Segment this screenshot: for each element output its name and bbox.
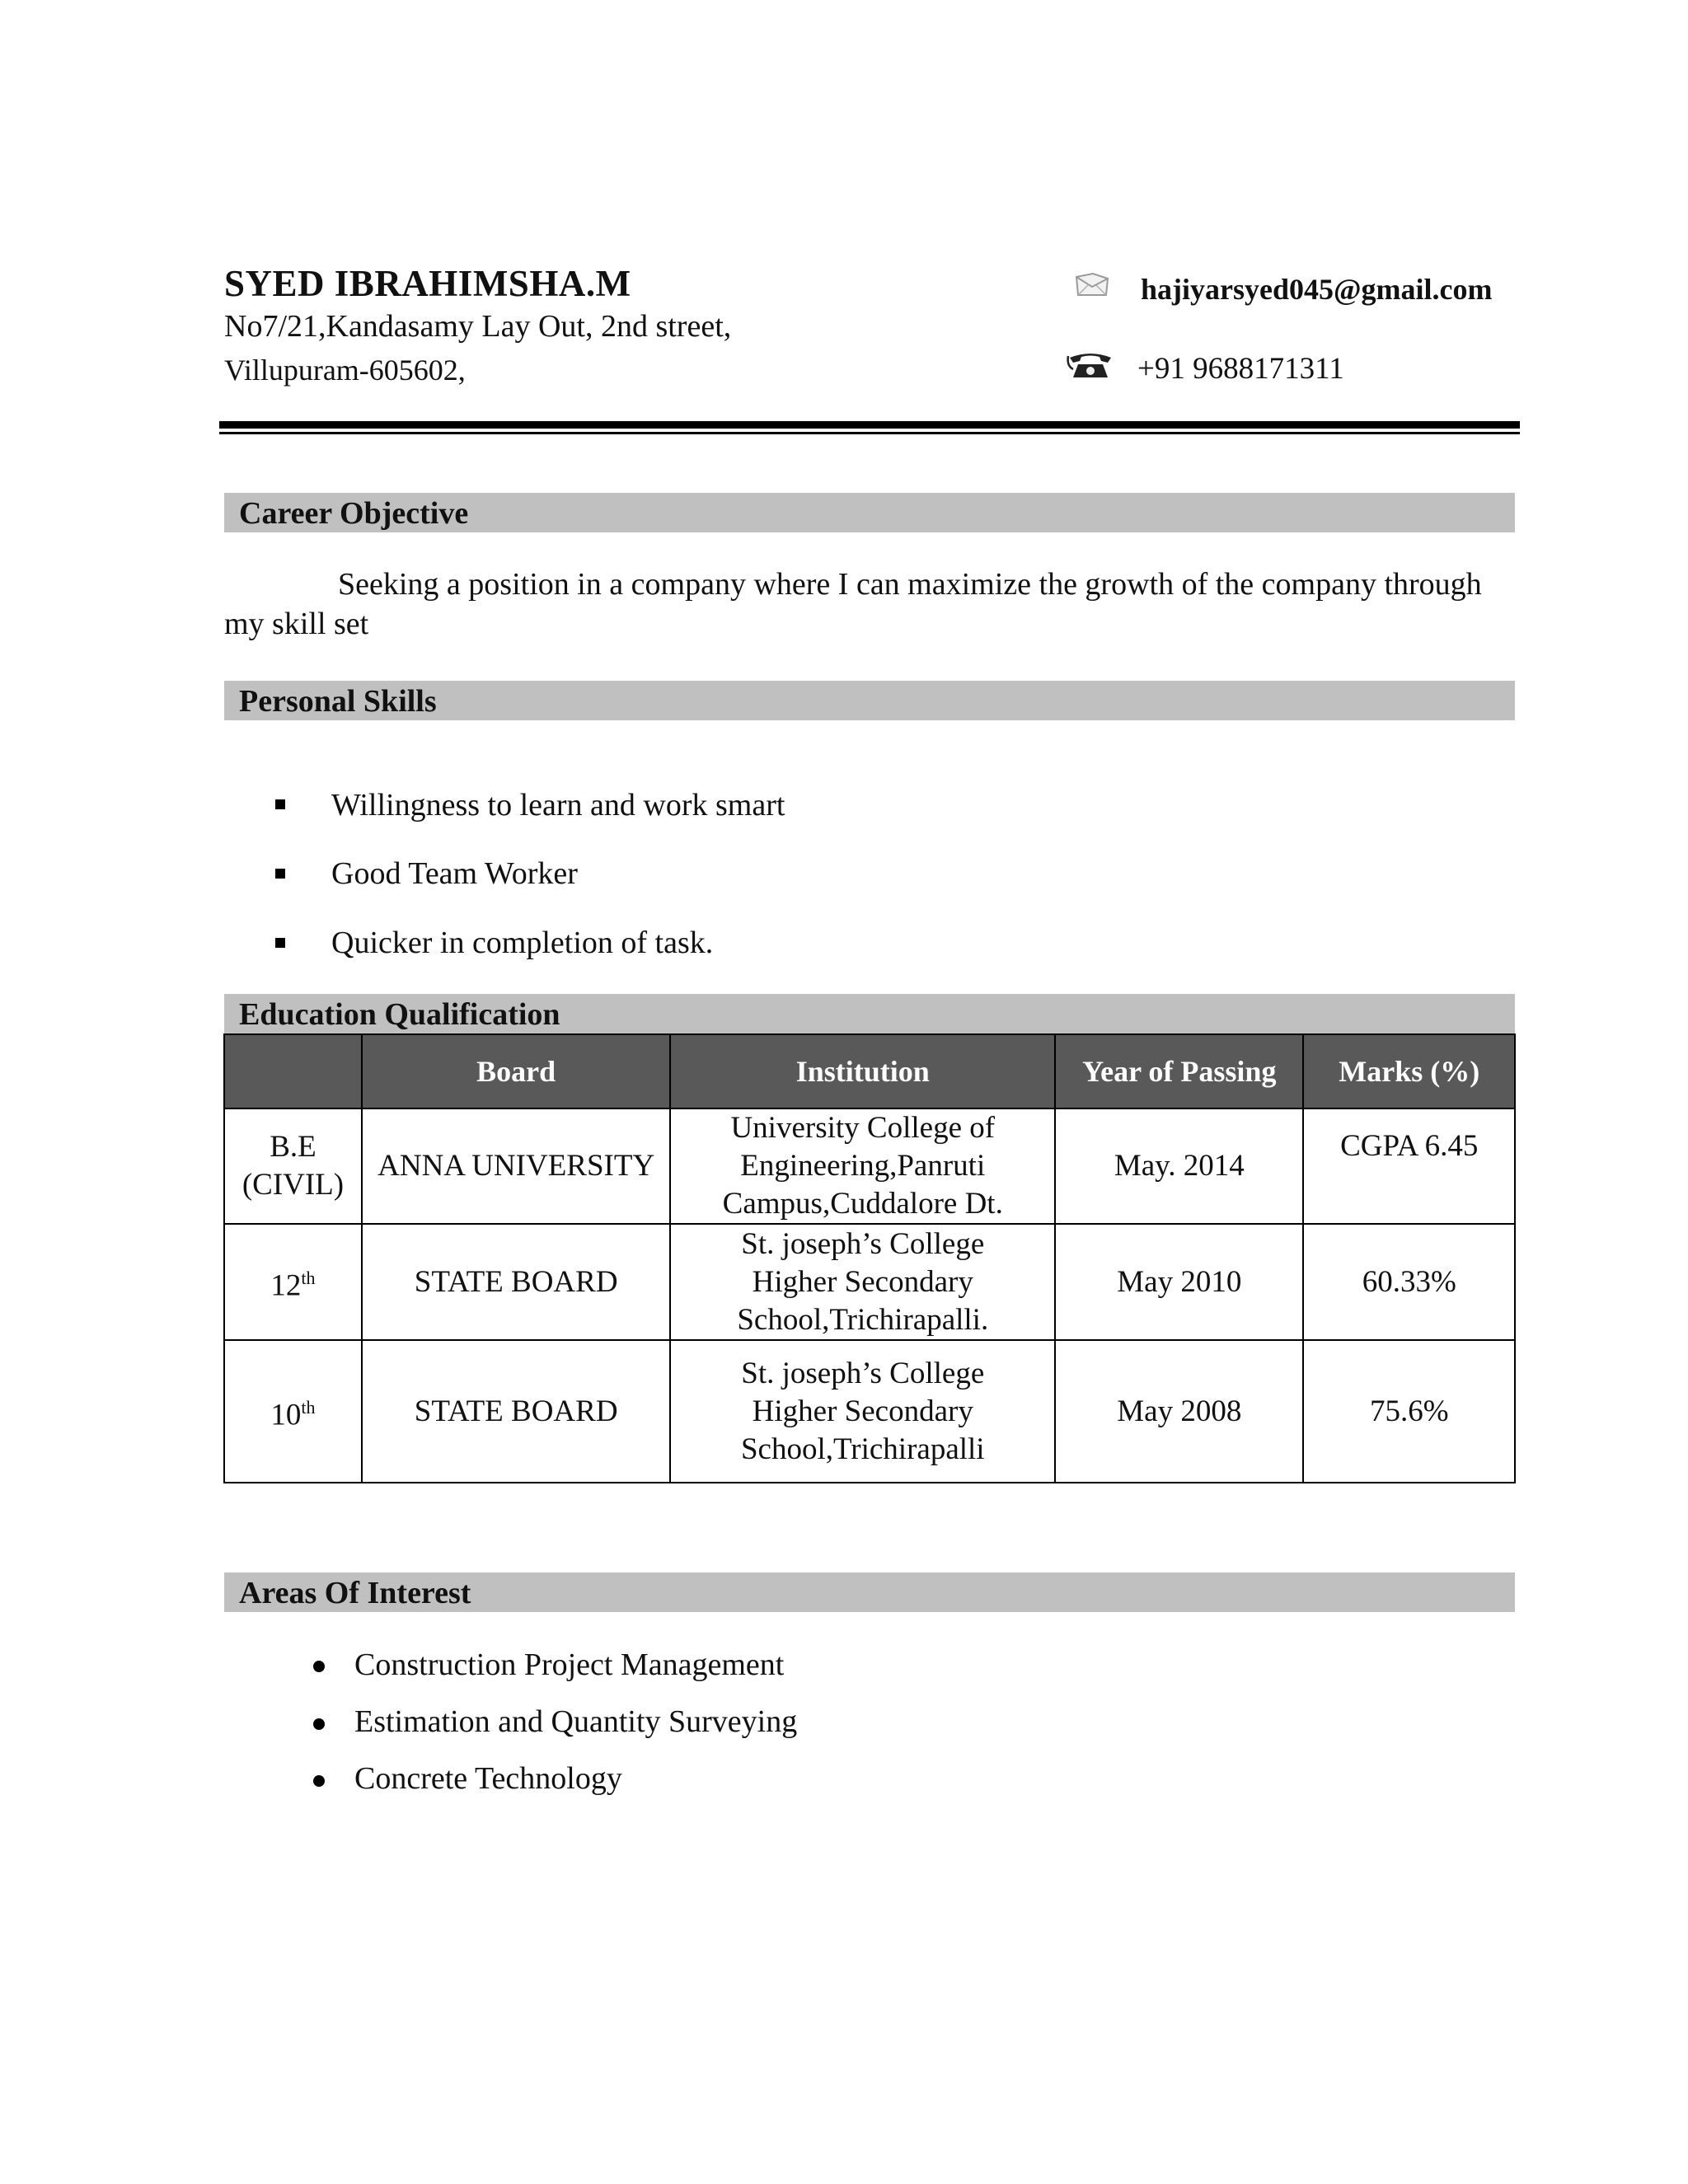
cell-year: May. 2014 [1055,1108,1303,1224]
career-objective-heading: Career Objective [224,493,1515,532]
areas-of-interest-heading: Areas Of Interest [224,1572,1515,1612]
header-divider-thin [219,432,1520,434]
table-row [224,1108,1515,1224]
column-header-institution: Institution [670,1034,1055,1108]
interest-item: Concrete Technology [354,1761,622,1796]
table-header-row [224,1034,1515,1108]
interest-item: Estimation and Quantity Surveying [354,1704,798,1739]
column-header-year: Year of Passing [1055,1034,1303,1108]
envelope-icon [1075,272,1109,298]
square-bullet-icon [275,799,285,809]
skill-item: Quicker in completion of task. [331,926,714,960]
table-row [224,1224,1515,1340]
table-row [224,1340,1515,1483]
square-bullet-icon [275,938,285,948]
cell-year: May 2010 [1055,1224,1303,1340]
skill-item: Willingness to learn and work smart [331,788,785,823]
round-bullet-icon [313,1718,325,1730]
personal-skills-heading: Personal Skills [224,681,1515,720]
cell-level: B.E (CIVIL) [224,1108,362,1224]
address-line-2: Villupuram-605602, [224,354,466,387]
cell-institution: St. joseph’s College Higher Secondary School,Trichirapalli. [670,1224,1055,1340]
education-table [223,1033,1516,1483]
phone-number: +91 9688171311 [1137,352,1344,386]
cell-board: STATE BOARD [362,1224,670,1340]
cell-level: 10th [224,1340,362,1483]
candidate-name: SYED IBRAHIMSHA.M [224,263,631,304]
cell-marks: CGPA 6.45 [1303,1108,1515,1224]
email-address: hajiyarsyed045@gmail.com [1141,273,1493,306]
cell-institution: University College of Engineering,Panruti Campus,Cuddalore Dt. [670,1108,1055,1224]
cell-marks: 60.33% [1303,1224,1515,1340]
skill-item: Good Team Worker [331,856,578,891]
cell-level: 12th [224,1224,362,1340]
header-divider [219,421,1520,429]
round-bullet-icon [313,1775,325,1787]
education-heading: Education Qualification [224,994,1515,1033]
column-header-marks: Marks (%) [1303,1034,1515,1108]
column-header-level [224,1034,362,1108]
address-line-1: No7/21,Kandasamy Lay Out, 2nd street, [224,309,732,344]
interest-item: Construction Project Management [354,1647,785,1682]
column-header-board: Board [362,1034,670,1108]
telephone-icon [1067,349,1114,379]
cell-marks: 75.6% [1303,1340,1515,1483]
career-objective-text: Seeking a position in a company where I can maximize the growth of the company through my skill set [224,567,1482,641]
cell-board: ANNA UNIVERSITY [362,1108,670,1224]
cell-year: May 2008 [1055,1340,1303,1483]
round-bullet-icon [313,1661,325,1672]
cell-board: STATE BOARD [362,1340,670,1483]
cell-institution: St. joseph’s College Higher Secondary School,Trichirapalli [670,1340,1055,1483]
square-bullet-icon [275,869,285,879]
